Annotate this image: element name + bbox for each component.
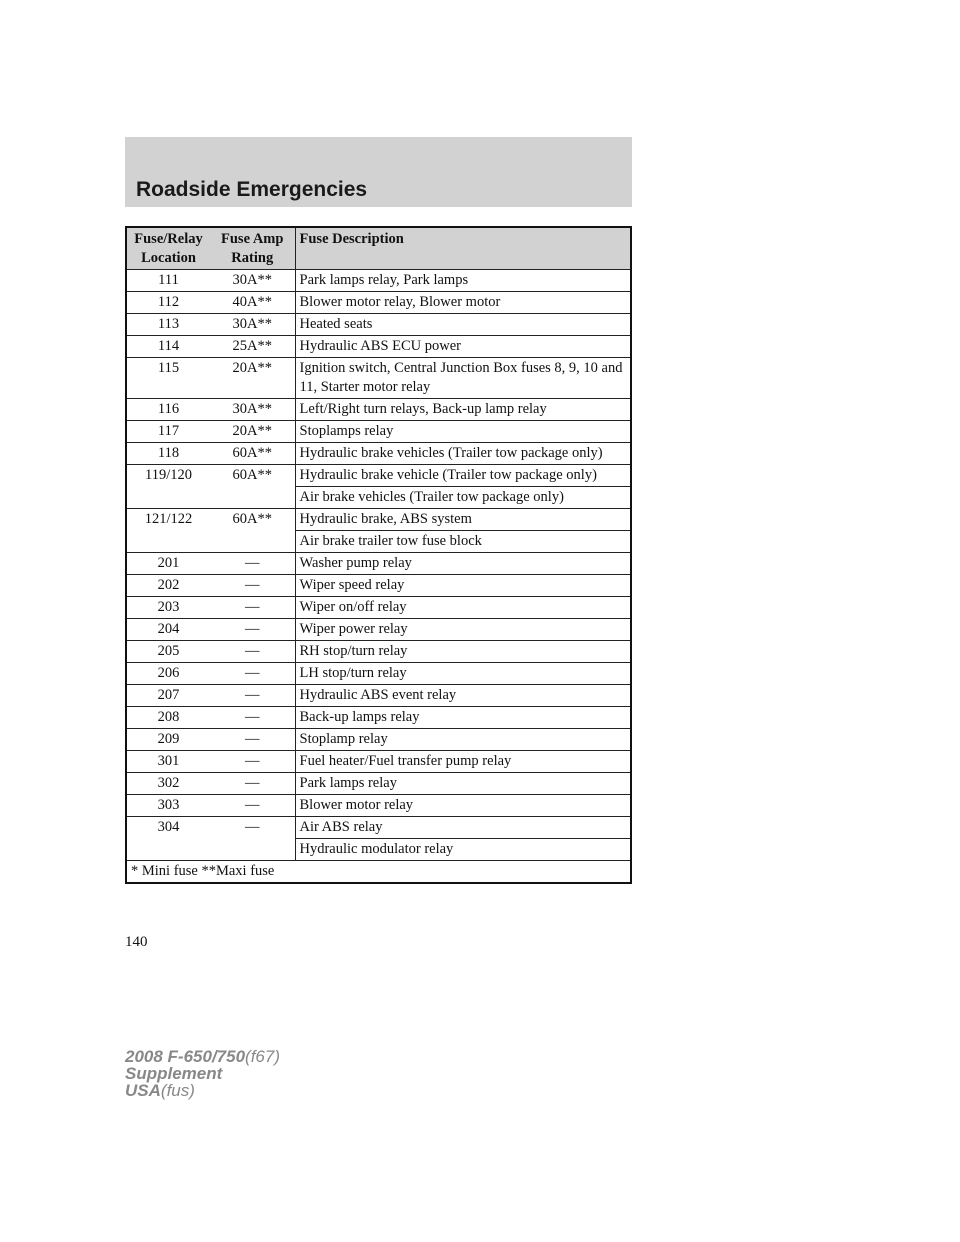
table-row — [126, 575, 631, 597]
fuse-description-cell: Fuel heater/Fuel transfer pump relay — [295, 751, 631, 773]
fuse-description-cell: Air brake trailer tow fuse block — [295, 531, 631, 553]
fuse-amp-cell: — — [210, 685, 295, 707]
fuse-description-cell: Hydraulic brake vehicles (Trailer tow package only) — [295, 443, 631, 465]
fuse-amp-cell: 60A** — [210, 443, 295, 465]
fuse-description-cell: Washer pump relay — [295, 553, 631, 575]
document-footer — [125, 1048, 280, 1099]
table-row — [126, 553, 631, 575]
fuse-description-cell: Heated seats — [295, 314, 631, 336]
table-row — [126, 509, 631, 531]
table-row — [126, 292, 631, 314]
column-header-amp-rating: Fuse Amp Rating — [210, 227, 295, 270]
footer-model: 2008 F-650/750 — [125, 1047, 246, 1066]
fuse-location-cell: 209 — [126, 729, 210, 751]
fuse-location-cell: 112 — [126, 292, 210, 314]
fuse-location-cell: 207 — [126, 685, 210, 707]
table-row — [126, 399, 631, 421]
fuse-amp-cell: 20A** — [210, 421, 295, 443]
fuse-amp-cell: — — [210, 795, 295, 817]
fuse-description-cell: Blower motor relay — [295, 795, 631, 817]
fuse-location-cell: 208 — [126, 707, 210, 729]
fuse-description-cell: Back-up lamps relay — [295, 707, 631, 729]
fuse-description-cell: Wiper on/off relay — [295, 597, 631, 619]
table-footnote-row — [126, 861, 631, 884]
page-number: 140 — [125, 934, 148, 950]
fuse-location-cell: 119/120 — [126, 465, 210, 509]
table-row — [126, 707, 631, 729]
fuse-amp-cell: — — [210, 707, 295, 729]
fuse-description-cell: Hydraulic ABS event relay — [295, 685, 631, 707]
fuse-description-cell: Hydraulic brake, ABS system — [295, 509, 631, 531]
fuse-amp-cell: — — [210, 751, 295, 773]
column-header-description: Fuse Description — [295, 227, 631, 270]
fuse-description-cell: Wiper speed relay — [295, 575, 631, 597]
footer-market: USA — [125, 1081, 161, 1100]
fuse-amp-cell: 60A** — [210, 465, 295, 509]
table-row — [126, 443, 631, 465]
fuse-location-cell: 304 — [126, 817, 210, 861]
table-row — [126, 358, 631, 399]
fuse-amp-cell: — — [210, 597, 295, 619]
footer-market-code: (fus) — [160, 1081, 195, 1100]
fuse-amp-cell: 60A** — [210, 509, 295, 553]
fuse-location-cell: 301 — [126, 751, 210, 773]
column-header-location: Fuse/Relay Location — [126, 227, 210, 270]
table-row — [126, 597, 631, 619]
fuse-location-cell: 121/122 — [126, 509, 210, 553]
fuse-amp-cell: — — [210, 773, 295, 795]
table-row — [126, 795, 631, 817]
table-row — [126, 336, 631, 358]
fuse-location-cell: 115 — [126, 358, 210, 399]
table-row — [126, 817, 631, 839]
fuse-description-cell: Hydraulic ABS ECU power — [295, 336, 631, 358]
fuse-amp-cell: — — [210, 641, 295, 663]
fuse-location-cell: 205 — [126, 641, 210, 663]
fuse-description-cell: Park lamps relay — [295, 773, 631, 795]
table-header-row — [126, 227, 631, 270]
fuse-amp-cell: 20A** — [210, 358, 295, 399]
fuse-amp-cell: 40A** — [210, 292, 295, 314]
fuse-location-cell: 303 — [126, 795, 210, 817]
fuse-description-cell: Park lamps relay, Park lamps — [295, 270, 631, 292]
fuse-amp-cell: 30A** — [210, 399, 295, 421]
fuse-location-cell: 201 — [126, 553, 210, 575]
fuse-description-cell: Wiper power relay — [295, 619, 631, 641]
fuse-table-body — [126, 270, 631, 884]
table-row — [126, 641, 631, 663]
table-row — [126, 270, 631, 292]
fuse-location-cell: 116 — [126, 399, 210, 421]
fuse-amp-cell: 25A** — [210, 336, 295, 358]
fuse-location-cell: 206 — [126, 663, 210, 685]
fuse-amp-cell: — — [210, 817, 295, 861]
fuse-location-cell: 302 — [126, 773, 210, 795]
fuse-description-cell: Stoplamp relay — [295, 729, 631, 751]
fuse-amp-cell: — — [210, 619, 295, 641]
fuse-description-cell: Ignition switch, Central Junction Box fuses 8, 9, 10 and 11, Starter motor relay — [295, 358, 631, 399]
table-row — [126, 314, 631, 336]
fuse-location-cell: 117 — [126, 421, 210, 443]
fuse-description-cell: Air brake vehicles (Trailer tow package only) — [295, 487, 631, 509]
fuse-location-cell: 202 — [126, 575, 210, 597]
fuse-description-cell: Air ABS relay — [295, 817, 631, 839]
table-row — [126, 421, 631, 443]
fuse-table — [125, 226, 632, 884]
fuse-location-cell: 114 — [126, 336, 210, 358]
table-footnote: * Mini fuse **Maxi fuse — [126, 861, 631, 884]
fuse-description-cell: Hydraulic modulator relay — [295, 839, 631, 861]
fuse-location-cell: 204 — [126, 619, 210, 641]
footer-model-code: (f67) — [245, 1047, 281, 1066]
table-row — [126, 619, 631, 641]
fuse-description-cell: Hydraulic brake vehicle (Trailer tow package only) — [295, 465, 631, 487]
fuse-description-cell: LH stop/turn relay — [295, 663, 631, 685]
fuse-amp-cell: — — [210, 553, 295, 575]
fuse-location-cell: 118 — [126, 443, 210, 465]
fuse-description-cell: Blower motor relay, Blower motor — [295, 292, 631, 314]
table-row — [126, 685, 631, 707]
table-row — [126, 465, 631, 487]
table-row — [126, 773, 631, 795]
table-row — [126, 663, 631, 685]
fuse-amp-cell: 30A** — [210, 270, 295, 292]
fuse-amp-cell: — — [210, 663, 295, 685]
footer-supplement: Supplement — [125, 1064, 223, 1083]
fuse-location-cell: 111 — [126, 270, 210, 292]
fuse-amp-cell: — — [210, 575, 295, 597]
table-row — [126, 729, 631, 751]
fuse-location-cell: 203 — [126, 597, 210, 619]
section-title: Roadside Emergencies — [136, 178, 368, 201]
table-row — [126, 751, 631, 773]
fuse-amp-cell: — — [210, 729, 295, 751]
fuse-location-cell: 113 — [126, 314, 210, 336]
fuse-amp-cell: 30A** — [210, 314, 295, 336]
fuse-description-cell: Stoplamps relay — [295, 421, 631, 443]
fuse-description-cell: RH stop/turn relay — [295, 641, 631, 663]
fuse-description-cell: Left/Right turn relays, Back-up lamp relay — [295, 399, 631, 421]
